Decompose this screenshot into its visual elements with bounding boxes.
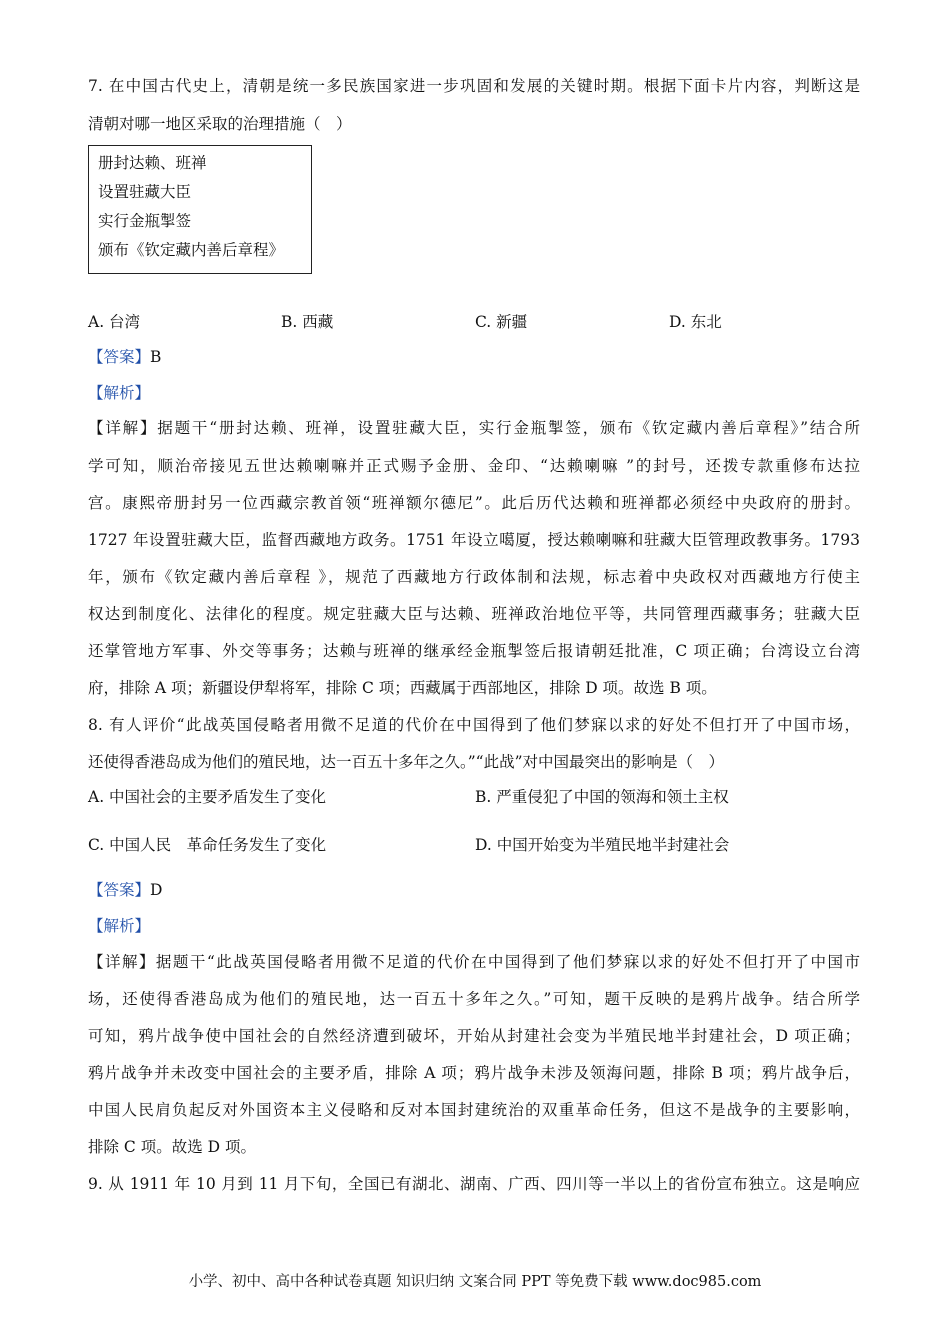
- q7-option-b: B. 西藏: [281, 313, 334, 331]
- q7-option-c: C. 新疆: [475, 313, 528, 331]
- q7-card-item: 册封达赖、班禅: [98, 154, 207, 172]
- q7-detail-line: 宫。康熙帝册封另一位西藏宗教首领“班禅额尔德尼”。此后历代达赖和班禅都必须经中央政府的册封。: [88, 494, 860, 512]
- q8-detail-line: 可知，鸦片战争使中国社会的自然经济遭到破坏，开始从封建社会变为半殖民地半封建社会，D 项正确；: [88, 1027, 860, 1045]
- answer-tag: 【答案】: [88, 881, 151, 899]
- q9-stem-line1: 9. 从 1911 年 10 月到 11 月下旬，全国已有湖北、湖南、广西、四川等一半以上的省份宣布独立。这是响应: [88, 1175, 860, 1193]
- answer-value: D: [150, 881, 163, 899]
- q7-detail-line: 学可知，顺治帝接见五世达赖喇嘛并正式赐予金册、金印、“达赖喇嘛 ”的封号，还拨专款重修布达拉: [88, 457, 860, 475]
- q7-card-item: 颁布《钦定藏内善后章程》: [98, 241, 285, 259]
- q8-detail-line: 【详解】据题干“此战英国侵略者用微不足道的代价在中国得到了他们梦寐以求的好处不但打开了中国市: [88, 953, 860, 971]
- q8-option-b: B. 严重侵犯了中国的领海和领土主权: [475, 788, 729, 806]
- q7-option-d: D. 东北: [669, 313, 722, 331]
- q8-stem-line2: 还使得香港岛成为他们的殖民地，达一百五十多年之久。”“此战”对中国最突出的影响是（ ）: [88, 753, 725, 771]
- q7-detail-line: 年，颁布《钦定藏内善后章程 》，规范了西藏地方行政体制和法规，标志着中央政权对西藏地方行使主: [88, 568, 860, 586]
- q7-detail-line: 府，排除 A 项；新疆设伊犁将军，排除 C 项；西藏属于西部地区，排除 D 项。故选 B 项。: [88, 679, 717, 697]
- q8-option-d: D. 中国开始变为半殖民地半封建社会: [475, 836, 730, 854]
- q7-detail-line: 【详解】据题干“册封达赖、班禅，设置驻藏大臣，实行金瓶掣签，颁布《钦定藏内善后章程》”结合所: [88, 419, 860, 437]
- q8-option-a: A. 中国社会的主要矛盾发生了变化: [88, 788, 327, 806]
- q7-card-item: 设置驻藏大臣: [98, 183, 192, 201]
- q7-option-a: A. 台湾: [88, 313, 141, 331]
- q8-detail-line: 场，还使得香港岛成为他们的殖民地，达一百五十多年之久。”可知，题干反映的是鸦片战争。结合所学: [88, 990, 860, 1008]
- q7-detail-line: 1727 年设置驻藏大臣，监督西藏地方政务。1751 年设立噶厦，授达赖喇嘛和驻藏大臣管理政教事务。1793: [88, 531, 860, 549]
- q7-detail-line: 还掌管地方军事、外交等事务；达赖与班禅的继承经金瓶掣签后报请朝廷批准，C 项正确；台湾设立台湾: [88, 642, 860, 660]
- q7-analysis-tag: 【解析】: [88, 384, 151, 402]
- answer-tag: 【答案】: [88, 348, 151, 366]
- detail-tag: 【详解】: [88, 953, 156, 971]
- q8-analysis-tag: 【解析】: [88, 917, 151, 935]
- detail-tag: 【详解】: [88, 419, 158, 437]
- q8-detail-line: 排除 C 项。故选 D 项。: [88, 1138, 256, 1156]
- q8-stem-line1: 8. 有人评价“此战英国侵略者用微不足道的代价在中国得到了他们梦寐以求的好处不但打开了中国市场，: [88, 716, 860, 734]
- q7-stem-line2: 清朝对哪一地区采取的治理措施（ ）: [88, 115, 352, 133]
- q8-detail-line: 中国人民肩负起反对外国资本主义侵略和反对本国封建统治的双重革命任务，但这不是战争的主要影响，: [88, 1101, 860, 1119]
- q7-card: [88, 145, 312, 274]
- q7-card-item: 实行金瓶掣签: [98, 212, 192, 230]
- q8-answer: [88, 879, 162, 901]
- q7-detail-line: 权达到制度化、法律化的程度。规定驻藏大臣与达赖、班禅政治地位平等，共同管理西藏事务；驻藏大臣: [88, 605, 860, 623]
- q7-answer: [88, 346, 161, 368]
- page-footer: 小学、初中、高中各种试卷真题 知识归纳 文案合同 PPT 等免费下载 www.doc985.com: [188, 1274, 762, 1290]
- q8-detail-line: 鸦片战争并未改变中国社会的主要矛盾，排除 A 项；鸦片战争未涉及领海问题，排除 B 项；鸦片战争后，: [88, 1064, 860, 1082]
- answer-value: B: [150, 348, 162, 366]
- q7-stem-line1: 7. 在中国古代史上，清朝是统一多民族国家进一步巩固和发展的关键时期。根据下面卡片内容，判断这是: [88, 77, 860, 95]
- q8-option-c: C. 中国人民 革命任务发生了变化: [88, 836, 327, 854]
